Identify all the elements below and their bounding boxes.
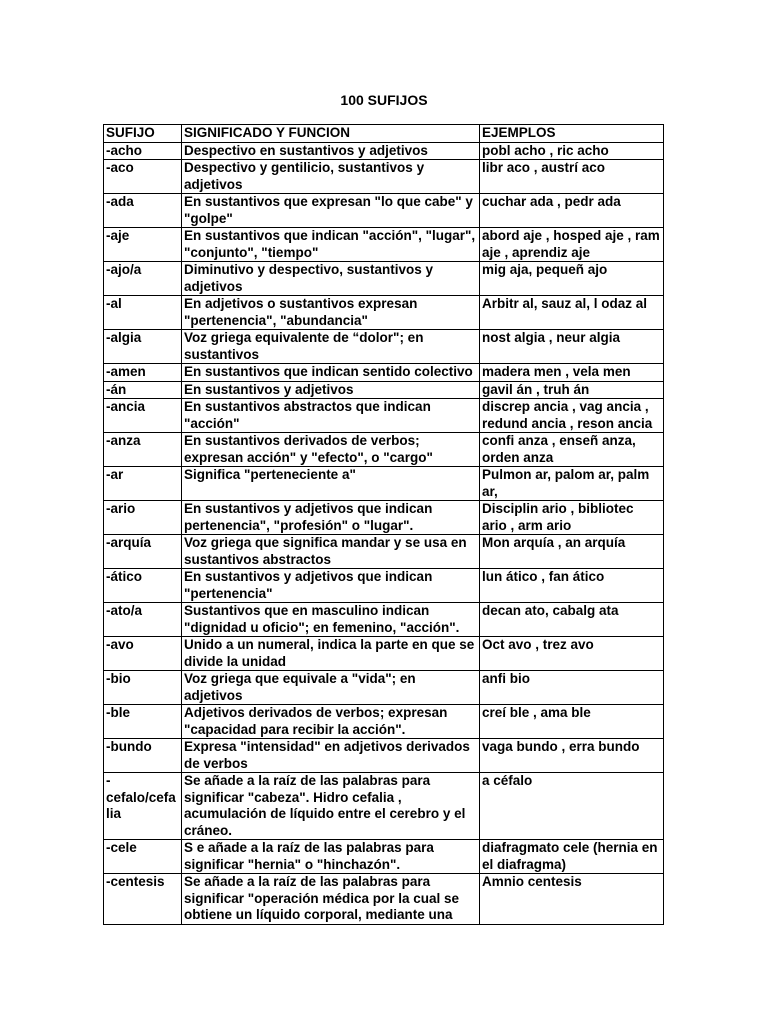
- ejemplos-cell: gavil án , truh án: [480, 381, 664, 399]
- header-ejemplos: EJEMPLOS: [480, 125, 664, 143]
- ejemplos-cell: diafragmato cele (hernia en el diafragma): [480, 840, 664, 874]
- ejemplos-cell: confi anza , enseñ anza, orden anza: [480, 433, 664, 467]
- table-row: [104, 194, 664, 228]
- significado-cell: En sustantivos derivados de verbos; expresan acción" y "efecto", o "cargo": [182, 433, 480, 467]
- ejemplos-cell: nost algia , neur algia: [480, 330, 664, 364]
- sufijo-cell: -algia: [104, 330, 182, 364]
- significado-cell: En sustantivos que indican "acción", "lugar", "conjunto", "tiempo": [182, 228, 480, 262]
- significado-cell: Significa "perteneciente a": [182, 467, 480, 501]
- significado-cell: Unido a un numeral, indica la parte en que se divide la unidad: [182, 637, 480, 671]
- sufijo-cell: -ancia: [104, 399, 182, 433]
- sufijo-cell: -acho: [104, 142, 182, 160]
- table-row: [104, 637, 664, 671]
- header-significado: SIGNIFICADO Y FUNCION: [182, 125, 480, 143]
- ejemplos-cell: mig aja, pequeñ ajo: [480, 262, 664, 296]
- ejemplos-cell: vaga bundo , erra bundo: [480, 739, 664, 773]
- table-row: [104, 262, 664, 296]
- sufijo-cell: -án: [104, 381, 182, 399]
- significado-cell: Diminutivo y despectivo, sustantivos y adjetivos: [182, 262, 480, 296]
- sufijo-cell: -ático: [104, 569, 182, 603]
- sufijo-cell: -anza: [104, 433, 182, 467]
- table-row: [104, 840, 664, 874]
- sufijo-cell: -al: [104, 296, 182, 330]
- table-row: [104, 381, 664, 399]
- sufijo-cell: -centesis: [104, 874, 182, 925]
- significado-cell: En sustantivos que expresan "lo que cabe" y "golpe": [182, 194, 480, 228]
- header-sufijo: SUFIJO: [104, 125, 182, 143]
- ejemplos-cell: pobl acho , ric acho: [480, 142, 664, 160]
- ejemplos-cell: decan ato, cabalg ata: [480, 603, 664, 637]
- table-row: [104, 705, 664, 739]
- ejemplos-cell: abord aje , hosped aje , ram aje , aprendiz aje: [480, 228, 664, 262]
- sufijo-cell: -ato/a: [104, 603, 182, 637]
- significado-cell: En sustantivos y adjetivos que indican "pertenencia": [182, 569, 480, 603]
- significado-cell: En sustantivos y adjetivos: [182, 381, 480, 399]
- table-row: [104, 773, 664, 840]
- ejemplos-cell: Pulmon ar, palom ar, palm ar,: [480, 467, 664, 501]
- sufijo-cell: -ada: [104, 194, 182, 228]
- table-row: [104, 142, 664, 160]
- sufijo-cell: -ble: [104, 705, 182, 739]
- sufijo-cell: -ar: [104, 467, 182, 501]
- ejemplos-cell: Disciplin ario , bibliotec ario , arm ario: [480, 501, 664, 535]
- sufijo-cell: -aco: [104, 160, 182, 194]
- table-row: [104, 501, 664, 535]
- table-row: [104, 296, 664, 330]
- sufijo-cell: -bio: [104, 671, 182, 705]
- ejemplos-cell: madera men , vela men: [480, 364, 664, 382]
- ejemplos-cell: a céfalo: [480, 773, 664, 840]
- sufijo-cell: -bundo: [104, 739, 182, 773]
- sufijo-cell: -ario: [104, 501, 182, 535]
- sufijo-cell: -amen: [104, 364, 182, 382]
- significado-cell: Sustantivos que en masculino indican "dignidad u oficio"; en femenino, "acción".: [182, 603, 480, 637]
- table-row: [104, 569, 664, 603]
- sufijo-cell: -ajo/a: [104, 262, 182, 296]
- table-row: [104, 228, 664, 262]
- significado-cell: S e añade a la raíz de las palabras para significar "hernia" o "hinchazón".: [182, 840, 480, 874]
- significado-cell: Se añade a la raíz de las palabras para significar "cabeza". Hidro cefalia , acumulación de líquido entre el cerebro y el cráneo.: [182, 773, 480, 840]
- ejemplos-cell: Mon arquía , an arquía: [480, 535, 664, 569]
- significado-cell: Voz griega que equivale a "vida"; en adjetivos: [182, 671, 480, 705]
- ejemplos-cell: Arbitr al, sauz al, l odaz al: [480, 296, 664, 330]
- header-row: [104, 125, 664, 143]
- table-row: [104, 399, 664, 433]
- significado-cell: Expresa "intensidad" en adjetivos derivados de verbos: [182, 739, 480, 773]
- sufijo-cell: -avo: [104, 637, 182, 671]
- significado-cell: En sustantivos abstractos que indican "acción": [182, 399, 480, 433]
- ejemplos-cell: libr aco , austrí aco: [480, 160, 664, 194]
- table-header: [104, 125, 664, 143]
- sufijo-cell: -aje: [104, 228, 182, 262]
- ejemplos-cell: Oct avo , trez avo: [480, 637, 664, 671]
- table-row: [104, 535, 664, 569]
- ejemplos-cell: cuchar ada , pedr ada: [480, 194, 664, 228]
- table-row: [104, 160, 664, 194]
- table-row: [104, 330, 664, 364]
- significado-cell: Despectivo y gentilicio, sustantivos y adjetivos: [182, 160, 480, 194]
- significado-cell: Se añade a la raíz de las palabras para significar "operación médica por la cual se obtiene un líquido corporal, mediante una: [182, 874, 480, 925]
- ejemplos-cell: creí ble , ama ble: [480, 705, 664, 739]
- significado-cell: En sustantivos que indican sentido colectivo: [182, 364, 480, 382]
- table-row: [104, 671, 664, 705]
- sufijo-cell: -cefalo/cefalia: [104, 773, 182, 840]
- suffix-table: [103, 124, 664, 925]
- ejemplos-cell: anfi bio: [480, 671, 664, 705]
- significado-cell: En adjetivos o sustantivos expresan "pertenencia", "abundancia": [182, 296, 480, 330]
- significado-cell: Voz griega equivalente de “dolor"; en sustantivos: [182, 330, 480, 364]
- significado-cell: Adjetivos derivados de verbos; expresan "capacidad para recibir la acción".: [182, 705, 480, 739]
- page-title: 100 SUFIJOS: [340, 92, 428, 108]
- table-body: [104, 142, 664, 924]
- ejemplos-cell: discrep ancia , vag ancia , redund ancia , reson ancia: [480, 399, 664, 433]
- sufijo-cell: -cele: [104, 840, 182, 874]
- sufijo-cell: -arquía: [104, 535, 182, 569]
- table-row: [104, 603, 664, 637]
- table-row: [104, 433, 664, 467]
- significado-cell: Voz griega que significa mandar y se usa en sustantivos abstractos: [182, 535, 480, 569]
- table-row: [104, 467, 664, 501]
- table-row: [104, 364, 664, 382]
- ejemplos-cell: lun ático , fan ático: [480, 569, 664, 603]
- table-row: [104, 874, 664, 925]
- significado-cell: En sustantivos y adjetivos que indican pertenencia", "profesión" o "lugar".: [182, 501, 480, 535]
- significado-cell: Despectivo en sustantivos y adjetivos: [182, 142, 480, 160]
- ejemplos-cell: Amnio centesis: [480, 874, 664, 925]
- table-row: [104, 739, 664, 773]
